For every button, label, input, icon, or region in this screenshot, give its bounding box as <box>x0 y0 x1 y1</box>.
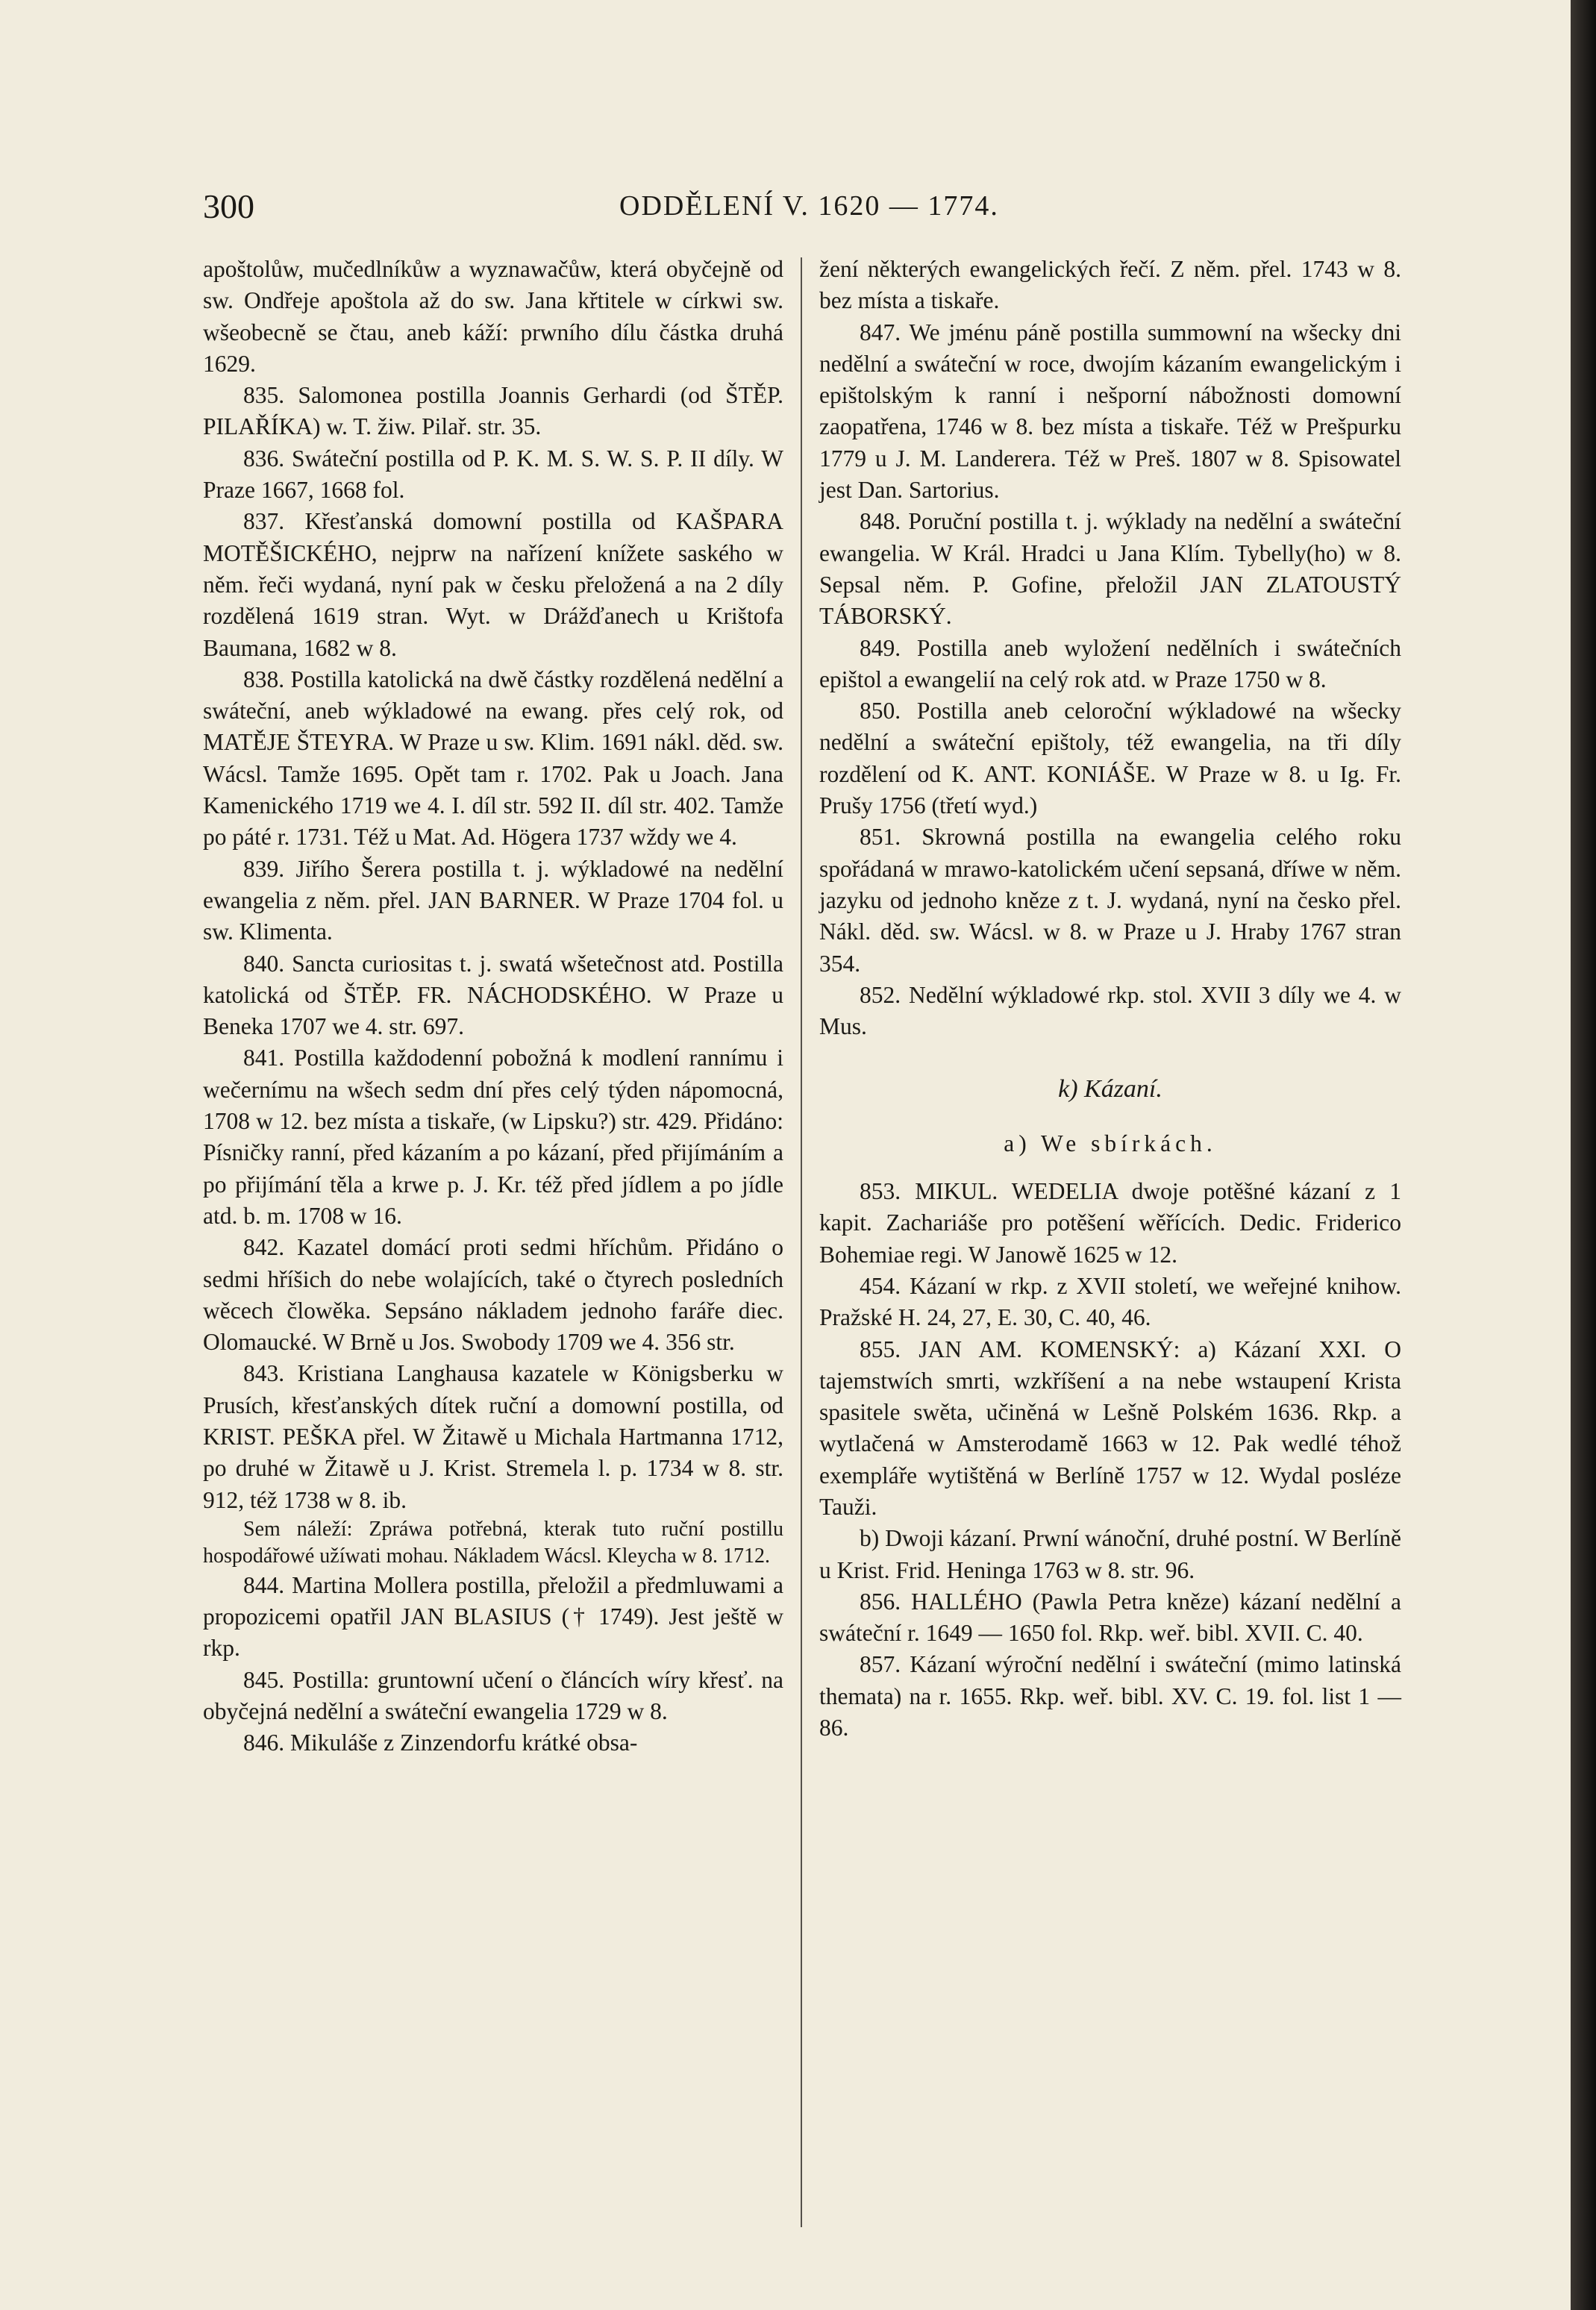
bibliography-entry: 454. Kázaní w rkp. z XVII století, we weřejné knihow. Pražské H. 24, 27, E. 30, C. 40, 46. <box>819 1272 1401 1331</box>
bibliography-entry: 848. Poruční postilla t. j. wýklady na nedělní a swáteční ewangelia. W Král. Hradci u Jana Klím. Tybelly(ho) w 8. Sepsal něm. P. Gofine, přeložil JAN ZLATOUSTÝ TÁBORSKÝ. <box>819 508 1401 630</box>
bibliography-entry: 856. HALLÉHO (Pawla Petra kněze) kázaní nedělní a swáteční r. 1649 — 1650 fol. Rkp. weř. bibl. XVII. C. 40. <box>819 1588 1401 1647</box>
bibliography-entry: 845. Postilla: gruntowní učení o článcích wíry křesť. na obyčejná nedělní a swáteční ewangelia 1729 w 8. <box>203 1666 783 1725</box>
page-number: 300 <box>203 187 254 225</box>
column-divider <box>801 257 802 2227</box>
bibliography-entry: žení některých ewangelických řečí. Z něm. přel. 1743 w 8. bez místa a tiskaře. <box>819 256 1401 314</box>
bibliography-entry: 843. Kristiana Langhausa kazatele w Königsberku w Prusích, křesťanských dítek ruční a domowní postilla, od KRIST. PEŠKA přel. W Žitawě u Michala Hartmanna 1712, po druhé w Žitawě u J. Krist. Stremela l. p. 1734 w 8. str. 912, též 1738 w 8. ib. <box>203 1360 783 1513</box>
bibliography-entry: 855. JAN AM. KOMENSKÝ: a) Kázaní XXI. O tajemstwích smrti, wzkříšení a na nebe wstaupení Krista spasitele swěta, učiněná w Lešně Polském 1636. Rkp. a wytlačená w Amsterodamě 1663 w 12. Pak wedlé téhož exempláře wytištěná w Berlíně 1757 w 12. Wydal posléze Tauži. <box>819 1336 1401 1520</box>
bibliography-entry: 836. Swáteční postilla od P. K. M. S. W. S. P. II díly. W Praze 1667, 1668 fol. <box>203 445 783 504</box>
bibliography-entry: 840. Sancta curiositas t. j. swatá wšetečnost atd. Postilla katolická od ŠTĚP. FR. NÁCHODSKÉHO. W Praze u Beneka 1707 we 4. str. 697. <box>203 950 783 1040</box>
bibliography-entry: 851. Skrowná postilla na ewangelia celého roku spořádaná w mrawo-katolickém učení sepsaná, dříwe w něm. jazyku od jednoho kněze z t. J. wydaná, nyní na česko přel. Nákl. děd. sw. Wácsl. w 8. w Praze u J. Hraby 1767 stran 354. <box>819 824 1401 977</box>
bibliography-entry: Sem náleží: Zpráwa potřebná, kterak tuto ruční postillu hospodářowé užíwati mohau. Nákladem Wácsl. Kleycha w 8. 1712. <box>203 1517 783 1568</box>
bibliography-entry: 842. Kazatel domácí proti sedmi hříchům. Přidáno o sedmi hříšich do nebe wolajících, také o čtyrech posledních wěcech člowěka. Sepsáno nákladem jednoho faráře diec. Olomaucké. W Brně u Jos. Swobody 1709 we 4. 356 str. <box>203 1234 783 1356</box>
bibliography-entry: 838. Postilla katolická na dwě částky rozdělená nedělní a swáteční, aneb wýkladowé na ewang. přes celý rok, od MATĚJE ŠTEYRA. W Praze u sw. Klim. 1691 nákl. děd. sw. Wácsl. Tamže 1695. Opět tam r. 1702. Pak u Joach. Jana Kamenického 1719 we 4. I. díl str. 592 II. díl str. 402. Tamže po páté r. 1731. Též u Mat. Ad. Högera 1737 wždy we 4. <box>203 666 783 851</box>
bibliography-entry: 852. Nedělní wýkladowé rkp. stol. XVII 3 díly we 4. w Mus. <box>819 981 1401 1040</box>
bibliography-entry: 837. Křesťanská domowní postilla od KAŠPARA MOTĚŠICKÉHO, nejprw na nařízení knížete saského w něm. řeči wydaná, nyní pak w česku přeložená a na 2 díly rozdělená 1619 stran. Wyt. w Drážďanech u Krištofa Baumana, 1682 w 8. <box>203 508 783 661</box>
bibliography-entry: 835. Salomonea postilla Joannis Gerhardi (od ŠTĚP. PILAŘÍKA) w. T. žiw. Pilař. str. 35. <box>203 382 783 440</box>
right-column <box>819 254 1401 1744</box>
bibliography-entry: 850. Postilla aneb celoroční wýkladowé na wšecky nedělní a swáteční epištoly, též ewangelia, na tři díly rozdělení od K. ANT. KONIÁŠE. W Praze w 8. u Ig. Fr. Prušy 1756 (třetí wyd.) <box>819 698 1401 819</box>
bibliography-entry: 857. Kázaní wýroční nedělní i swáteční (mimo latinská themata) na r. 1655. Rkp. weř. bibl. XV. C. 19. fol. list 1 — 86. <box>819 1651 1401 1741</box>
section-heading: k) Kázaní. <box>1058 1075 1162 1104</box>
bibliography-entry: 839. Jiřího Šerera postilla t. j. wýkladowé na nedělní ewangelia z něm. přel. JAN BARNER. W Praze 1704 fol. u sw. Klimenta. <box>203 855 783 945</box>
right-column-entries-bottom <box>819 1176 1401 1744</box>
right-column-entries-top <box>819 254 1401 1042</box>
bibliography-entry: 841. Postilla každodenní pobožná k modlení rannímu i wečernímu na wšech sedm dní přes celý týden nápomocná, 1708 w 12. bez místa a tiskaře, (w Lipsku?) str. 429. Přidáno: Písničky ranní, před kázaním a po kázaní, před přijímáním a po přijímání těla a krwe p. J. Kr. též před jídlem a po jídle atd. b. m. 1708 w 16. <box>203 1045 783 1229</box>
bibliography-entry: 847. We jménu páně postilla summowní na wšecky dni nedělní a swáteční w roce, dwojím kázaním ewangelickým i epištolským k ranní i nešporní nábožnosti domowní zaopatřena, 1746 w 8. bez místa a tiskaře. Též w Prešpurku 1779 u J. M. Landerera. Též w Preš. 1807 w 8. Spisowatel jest Dan. Sartorius. <box>819 319 1401 504</box>
bibliography-entry: 846. Mikuláše z Zinzendorfu krátké obsa- <box>243 1730 638 1756</box>
bibliography-entry: b) Dwoji kázaní. Prwní wánoční, druhé postní. W Berlíně u Krist. Frid. Heninga 1763 w 8. str. 96. <box>819 1525 1401 1583</box>
bibliography-entry: 853. MIKUL. WEDELIA dwoje potěšné kázaní z 1 kapit. Zachariáše pro potěšení wěřících. Dedic. Friderico Bohemiae regi. W Janowě 1625 w 12. <box>819 1178 1401 1268</box>
bibliography-entry: 844. Martina Mollera postilla, přeložil a předmluwami a propozicemi opatřil JAN BLASIUS († 1749). Jest ještě w rkp. <box>203 1571 783 1662</box>
scan-edge <box>1571 0 1596 2310</box>
page-header <box>0 187 1571 239</box>
running-head: ODDĚLENÍ V. 1620 — 1774. <box>619 190 999 222</box>
bibliography-entry: apoštolůw, mučedlníkůw a wyznawačůw, která obyčejně od sw. Ondřeje apoštola až do sw. Jana křtitele w církwi sw. wšeobecně se čtau, aneb káží: prwního dílu částka druhá 1629. <box>203 256 783 377</box>
subsection-heading: a) We sbírkách. <box>1004 1130 1217 1156</box>
bibliography-entry: 849. Postilla aneb wyložení nedělních i swátečních epištol a ewangelií na celý rok atd. w Praze 1750 w 8. <box>819 634 1401 692</box>
left-column <box>203 254 783 1759</box>
